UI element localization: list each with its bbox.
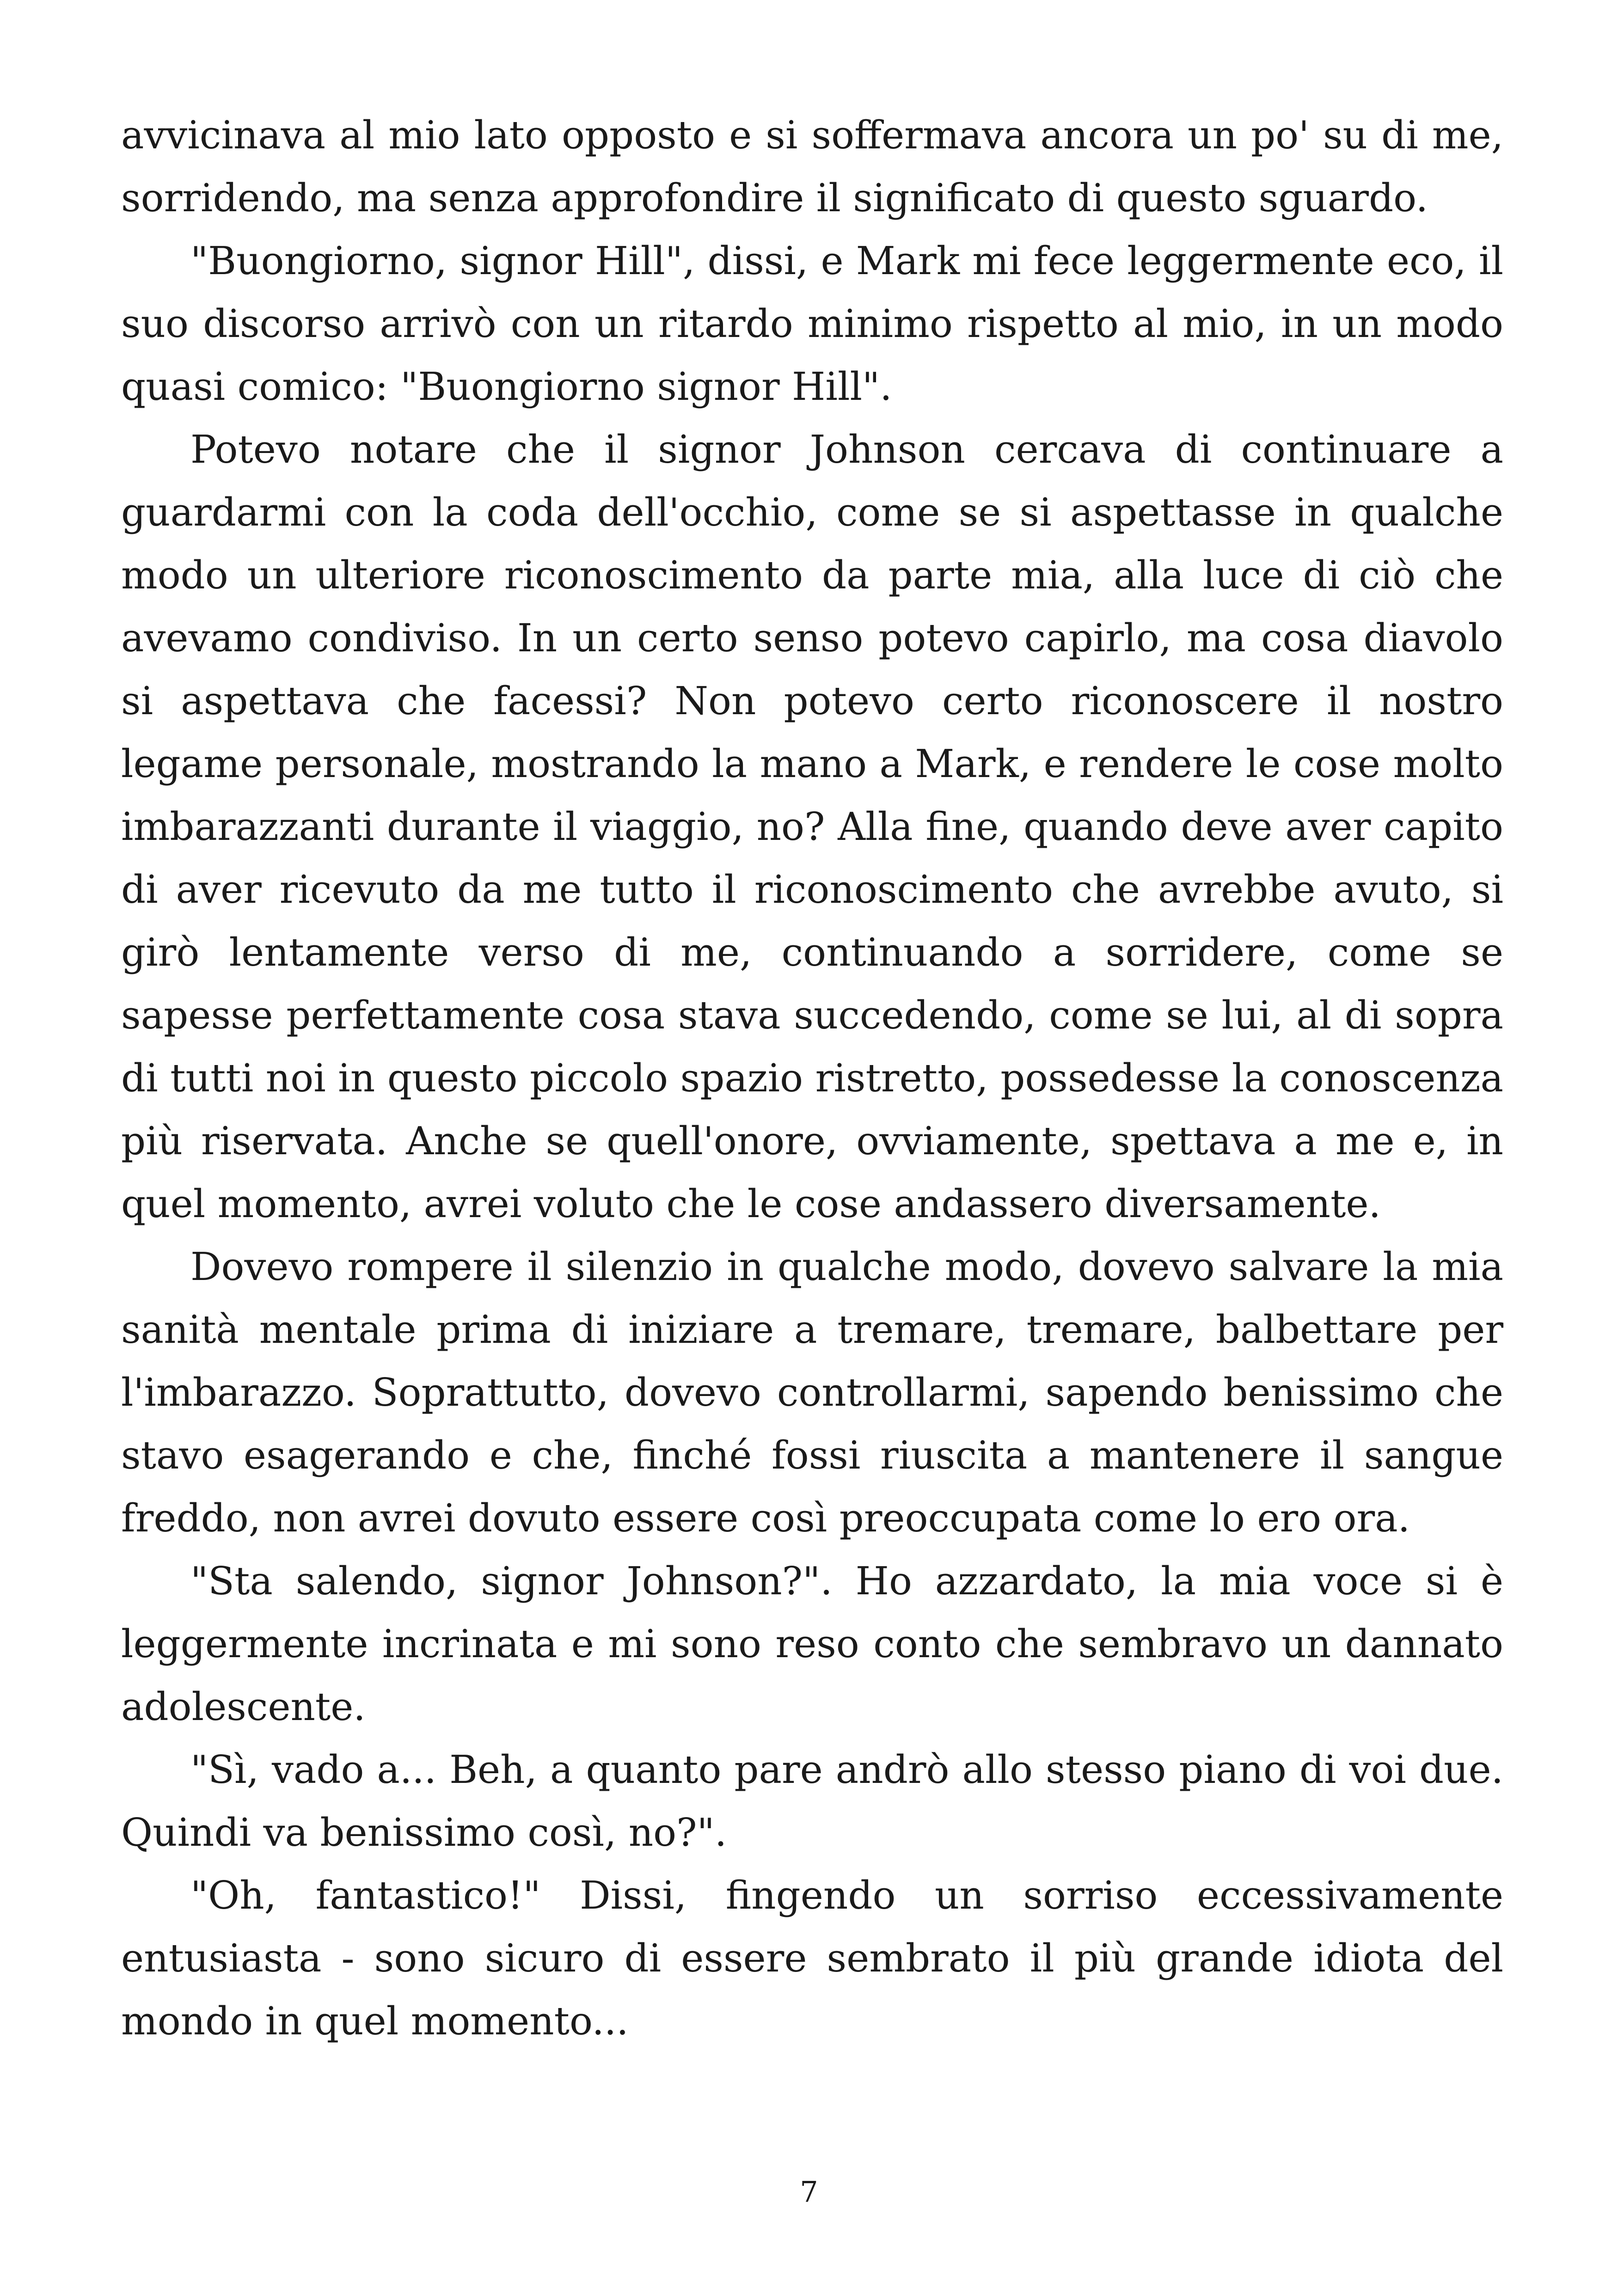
paragraph-7: "Oh, fantastico!" Dissi, fingendo un sorriso eccessivamente entusiasta - sono sicuro di essere sembrato il più grande idiota del mondo in quel momento... bbox=[121, 1873, 1503, 2044]
paragraph-3: Potevo notare che il signor Johnson cercava di continuare a guardarmi con la coda dell'occhio, come se si aspettasse in qualche modo un ulteriore riconoscimento da parte mia, alla luce di ciò che avevamo condiviso. In un certo senso potevo capirlo, ma cosa diavolo si aspettava che facessi? Non potevo certo riconoscere il nostro legame personale, mostrando la mano a Mark, e rendere le cose molto imbarazzanti durante il viaggio, no? Alla fine, quando deve aver capito di aver ricevuto da me tutto il riconoscimento che avrebbe avuto, si girò lentamente verso di me, continuando a sorridere, come se sapesse perfettamente cosa stava succedendo, come se lui, al di sopra di tutti noi in questo piccolo spazio ristretto, possedesse la conoscenza più riservata. Anche se quell'onore, ovviamente, spettava a me e, in quel momento, avrei voluto che le cose andassero diversamente. bbox=[121, 427, 1503, 1226]
body-text bbox=[121, 104, 1503, 2053]
paragraph-6: "Sì, vado a... Beh, a quanto pare andrò allo stesso piano di voi due. Quindi va benissimo così, no?". bbox=[121, 1747, 1503, 1855]
paragraph-1: avvicinava al mio lato opposto e si soffermava ancora un po' su di me, sorridendo, ma senza approfondire il significato di questo sguardo. bbox=[121, 113, 1503, 220]
page-number: 7 bbox=[800, 2175, 818, 2209]
paragraph-5: "Sta salendo, signor Johnson?". Ho azzardato, la mia voce si è leggermente incrinata e mi sono reso conto che sembravo un dannato adolescente. bbox=[121, 1559, 1503, 1729]
paragraph-2: "Buongiorno, signor Hill", dissi, e Mark mi fece leggermente eco, il suo discorso arrivò con un ritardo minimo rispetto al mio, in un modo quasi comico: "Buongiorno signor Hill". bbox=[121, 239, 1503, 409]
paragraph-4: Dovevo rompere il silenzio in qualche modo, dovevo salvare la mia sanità mentale prima di iniziare a tremare, tremare, balbettare per l'imbarazzo. Soprattutto, dovevo controllarmi, sapendo benissimo che stavo esagerando e che, finché fossi riuscita a mantenere il sangue freddo, non avrei dovuto essere così preoccupata come lo ero ora. bbox=[121, 1244, 1503, 1541]
